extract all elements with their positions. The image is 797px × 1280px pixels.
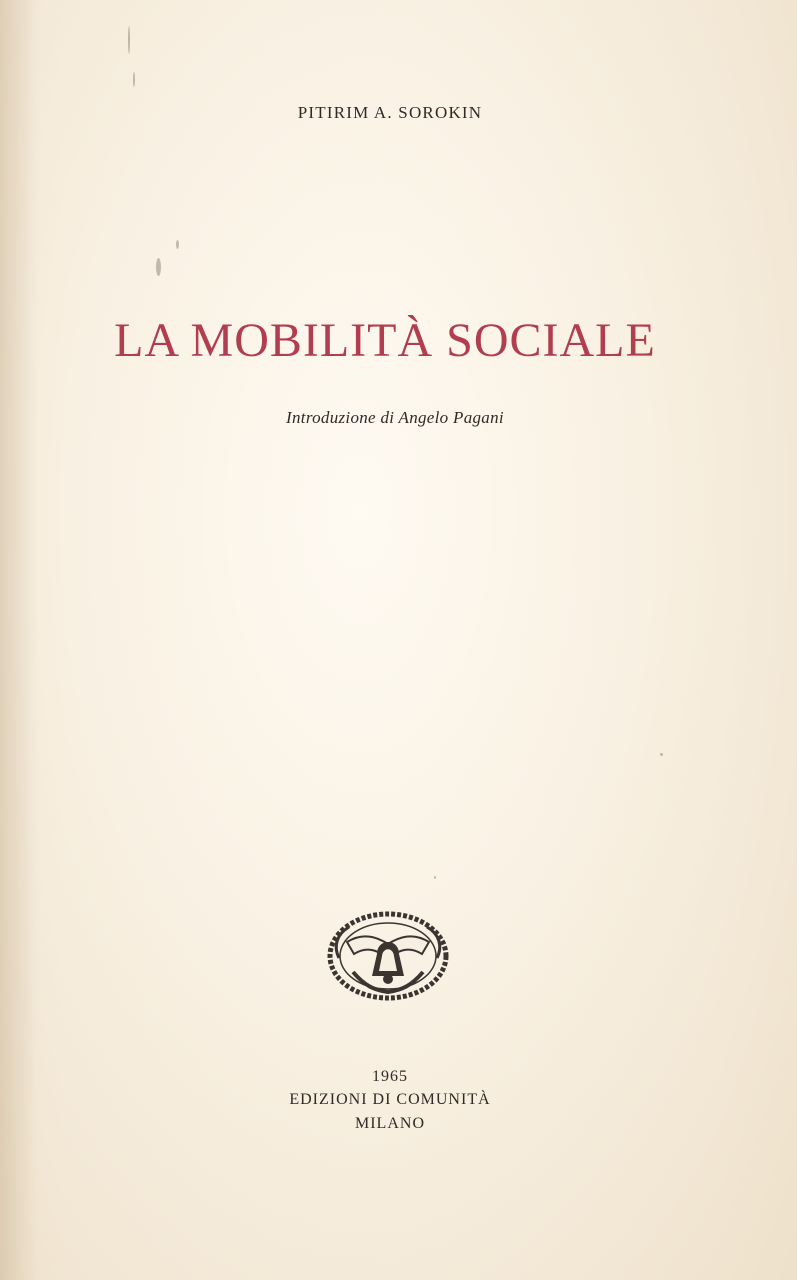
publisher-name: EDIZIONI DI COMUNITÀ [289, 1091, 491, 1108]
publication-year: 1965 [372, 1068, 408, 1085]
paper-speck [156, 258, 161, 276]
page-edge-shadow [0, 0, 38, 1280]
introduction-credit: Introduzione di Angelo Pagani [286, 408, 504, 427]
paper-speck [176, 240, 179, 249]
publication-city: MILANO [355, 1115, 425, 1132]
paper-speck [128, 26, 130, 54]
paper-speck [434, 876, 436, 879]
book-title: LA MOBILITÀ SOCIALE [114, 314, 656, 368]
publisher-bell-emblem-icon [325, 908, 451, 1004]
author-name: PITIRIM A. SOROKIN [297, 103, 483, 122]
paper-speck [660, 753, 663, 756]
paper-speck [133, 72, 135, 87]
